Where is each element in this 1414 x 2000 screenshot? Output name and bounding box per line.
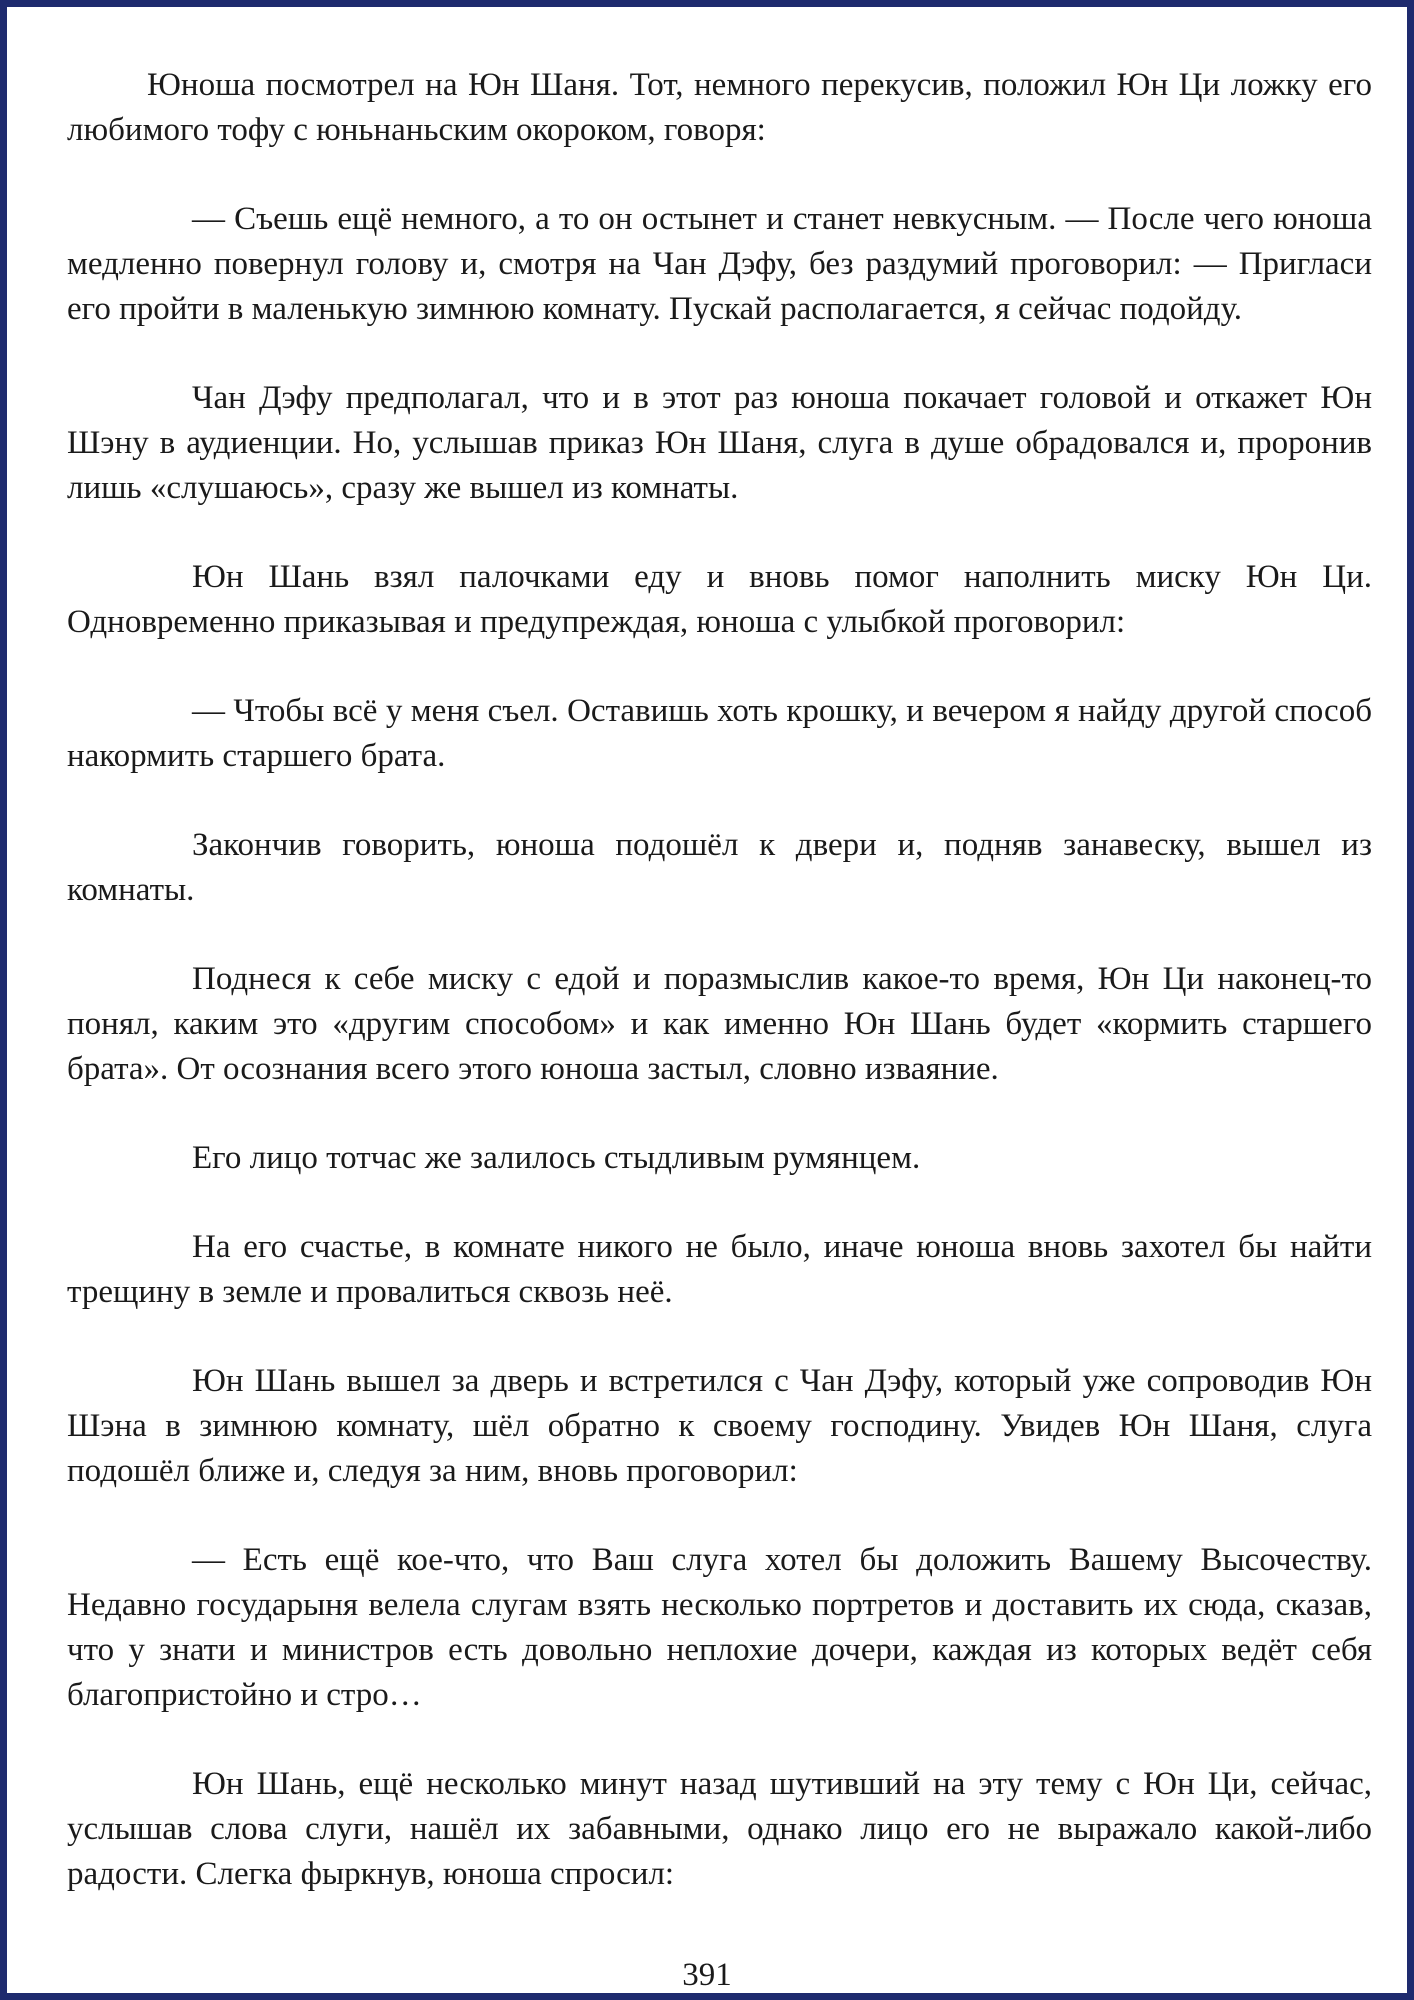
paragraph-7: Поднеся к себе миску с едой и поразмыслив какое-то время, Юн Ци наконец-то понял, каким это «другим способом» и как именно Юн Шань будет «кормить старшего брата». От осознания всего этого юноша застыл, словно изваяние. bbox=[67, 961, 1372, 1087]
paragraph-12: Юн Шань, ещё несколько минут назад шутивший на эту тему с Юн Ци, сейчас, услышав слова слуги, нашёл их забавными, однако лицо его не выражало какой-либо радости. Слегка фыркнув, юноша спросил: bbox=[67, 1766, 1372, 1892]
paragraph-5: — Чтобы всё у меня съел. Оставишь хоть крошку, и вечером я найду другой способ накормить старшего брата. bbox=[67, 693, 1372, 774]
paragraph-2: — Съешь ещё немного, а то он остынет и станет невкусным. — После чего юноша медленно повернул голову и, смотря на Чан Дэфу, без раздумий проговорил: — Пригласи его пройти в маленькую зимнюю комнату. Пускай располагается, я сейчас подойду. bbox=[67, 201, 1372, 327]
paragraph-11: — Есть ещё кое-что, что Ваш слуга хотел бы доложить Вашему Высочеству. Недавно государыня велела слугам взять несколько портретов и доставить их сюда, сказав, что у знати и министров есть довольно неплохие дочери, каждая из которых ведёт себя благопристойно и стро… bbox=[67, 1542, 1372, 1713]
paragraph-10: Юн Шань вышел за дверь и встретился с Чан Дэфу, который уже сопроводив Юн Шэна в зимнюю комнату, шёл обратно к своему господину. Увидев Юн Шаня, слуга подошёл ближе и, следуя за ним, вновь проговорил: bbox=[67, 1363, 1372, 1489]
paragraph-9: На его счастье, в комнате никого не было, иначе юноша вновь захотел бы найти трещину в земле и провалиться сквозь неё. bbox=[67, 1229, 1372, 1310]
text-block bbox=[67, 63, 1372, 1897]
page-number: 391 bbox=[682, 1957, 732, 1993]
paragraph-6: Закончив говорить, юноша подошёл к двери и, подняв занавеску, вышел из комнаты. bbox=[67, 827, 1372, 908]
paragraph-4: Юн Шань взял палочками еду и вновь помог наполнить миску Юн Ци. Одновременно приказывая и предупреждая, юноша с улыбкой проговорил: bbox=[67, 559, 1372, 640]
paragraph-3: Чан Дэфу предполагал, что и в этот раз юноша покачает головой и откажет Юн Шэну в аудиенции. Но, услышав приказ Юн Шаня, слуга в душе обрадовался и, проронив лишь «слушаюсь», сразу же вышел из комнаты. bbox=[67, 380, 1372, 506]
paragraph-1: Юноша посмотрел на Юн Шаня. Тот, немного перекусив, положил Юн Ци ложку его любимого тофу с юньнаньским окороком, говоря: bbox=[67, 67, 1372, 148]
paragraph-8: Его лицо тотчас же залилось стыдливым румянцем. bbox=[192, 1140, 921, 1176]
